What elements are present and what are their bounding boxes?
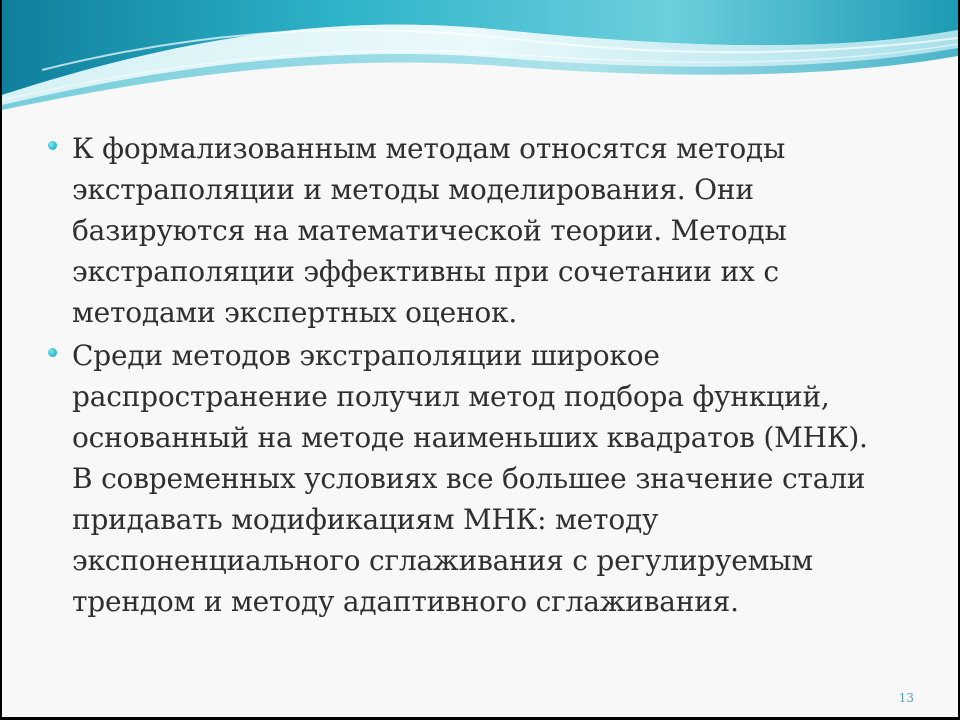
- text-line: придавать модификациям МНК: методу: [72, 503, 659, 536]
- text-line: методами экспертных оценок.: [72, 296, 518, 329]
- slide: [2, 0, 958, 717]
- page-number: 13: [898, 691, 914, 705]
- text-line: базируются на математической теории. Методы: [72, 214, 787, 247]
- bullet-dot-icon: [48, 141, 57, 150]
- text-line: экспоненциального сглаживания с регулируемым: [72, 544, 813, 577]
- wave-header-decoration: [2, 0, 958, 110]
- text-line: Среди методов экстраполяции широкое: [72, 339, 660, 372]
- bullet-item-2: [46, 335, 926, 622]
- bullet-dot-icon: [48, 348, 57, 357]
- bullet-text: [72, 128, 926, 333]
- text-line: экстраполяции эффективны при сочетании их с: [72, 255, 779, 288]
- bullet-list: [46, 128, 926, 624]
- text-line: основанный на методе наименьших квадратов (МНК).: [72, 421, 868, 454]
- bullet-item-1: [46, 128, 926, 333]
- text-line: трендом и методу адаптивного сглаживания.: [72, 585, 739, 618]
- text-line: распространение получил метод подбора функций,: [72, 380, 830, 413]
- text-line: К формализованным методам относятся методы: [72, 132, 786, 165]
- text-line: В современных условиях все большее значение стали: [72, 462, 866, 495]
- text-line: экстраполяции и методы моделирования. Они: [72, 173, 754, 206]
- bullet-text: [72, 335, 926, 622]
